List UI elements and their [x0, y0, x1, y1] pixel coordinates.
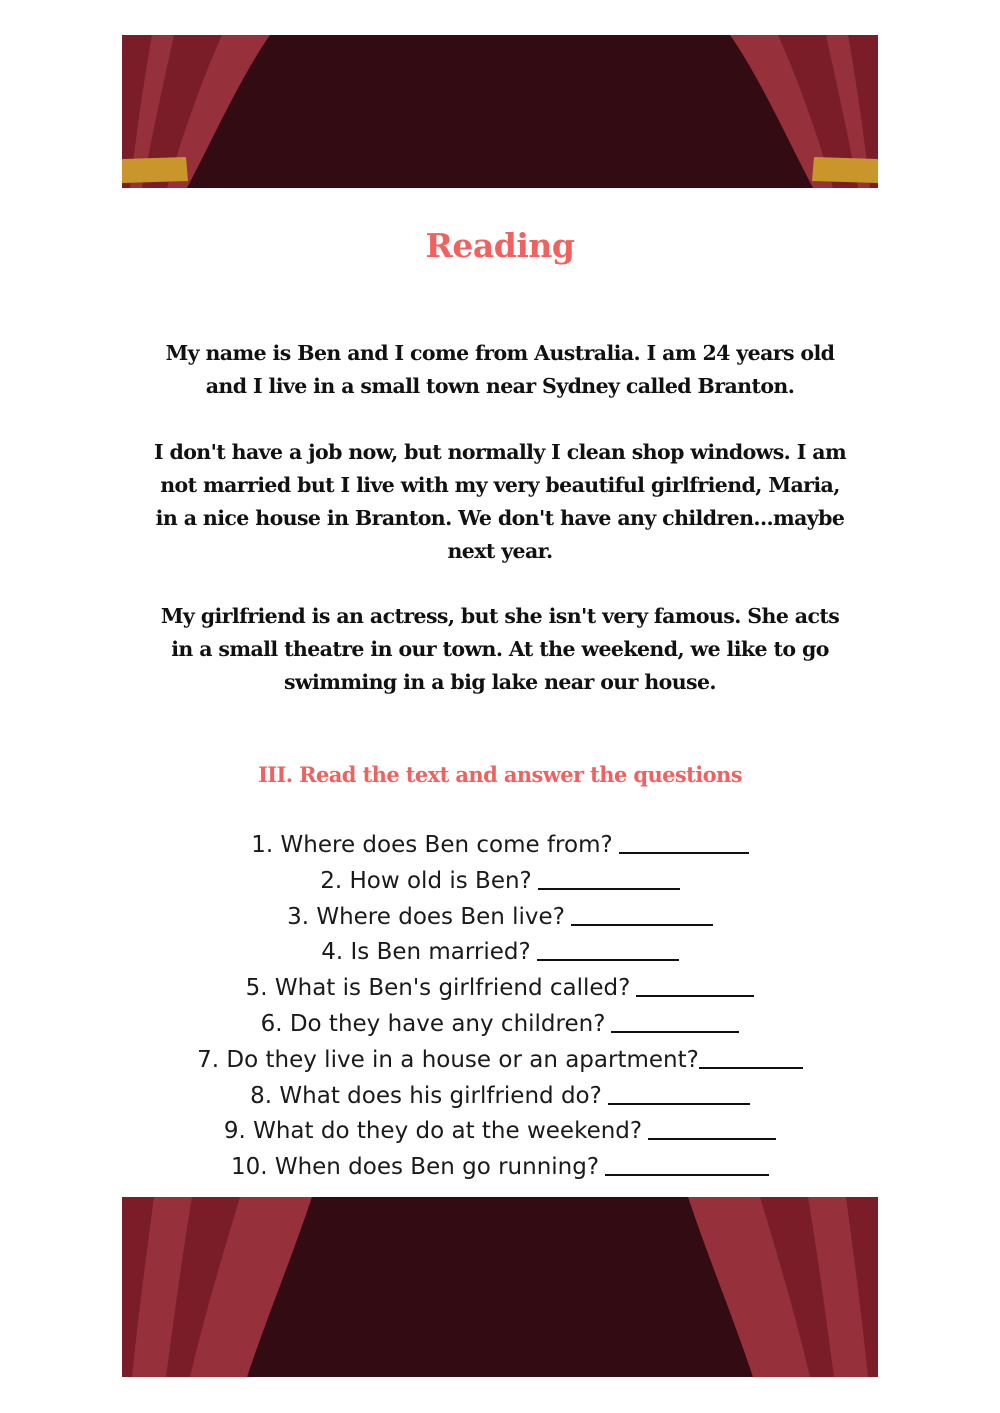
answer-blank[interactable]: [619, 851, 749, 854]
question-text: 6. Do they have any children?: [260, 1010, 606, 1037]
question-item: [0, 900, 1000, 936]
question-item: [0, 1150, 1000, 1186]
top-curtain-banner: [122, 35, 878, 188]
question-item: [0, 864, 1000, 900]
question-text: 9. What do they do at the weekend?: [223, 1118, 643, 1145]
answer-blank[interactable]: [611, 1030, 739, 1033]
question-item: [0, 1114, 1000, 1150]
curtain-illustration-top: [122, 35, 878, 188]
answer-blank[interactable]: [636, 994, 754, 997]
question-item: [0, 971, 1000, 1007]
answer-blank[interactable]: [699, 1066, 803, 1069]
question-item: [0, 1079, 1000, 1115]
question-text: 4. Is Ben married?: [321, 939, 531, 966]
bottom-curtain-banner: [122, 1197, 878, 1377]
question-text: 10. When does Ben go running?: [230, 1154, 600, 1181]
question-item: [0, 828, 1000, 864]
answer-blank[interactable]: [571, 923, 713, 926]
answer-blank[interactable]: [608, 1102, 750, 1105]
curtain-illustration-bottom: [122, 1197, 878, 1377]
passage-paragraph: My girlfriend is an actress, but she isn't very famous. She acts in a small theatre in our town. At the weekend, we like to go swimming in a big lake near our house.: [160, 604, 840, 694]
question-item: [0, 935, 1000, 971]
passage-paragraph: My name is Ben and I come from Australia. I am 24 years old and I live in a small town near Sydney called Branton.: [165, 341, 835, 398]
section-instructions: III. Read the text and answer the questions: [258, 762, 742, 787]
answer-blank[interactable]: [538, 887, 680, 890]
question-text: 3. Where does Ben live?: [287, 903, 565, 930]
answer-blank[interactable]: [605, 1173, 769, 1176]
question-text: 2. How old is Ben?: [320, 867, 532, 894]
passage-paragraph: I don't have a job now, but normally I clean shop windows. I am not married but I live with my very beautiful girlfriend, Maria, in a nice house in Branton. We don't have any children...maybe next year.: [153, 440, 847, 563]
question-text: 5. What is Ben's girlfriend called?: [245, 975, 631, 1002]
question-text: 8. What does his girlfriend do?: [250, 1082, 602, 1109]
question-list: [0, 828, 1000, 1186]
question-text: 1. Where does Ben come from?: [251, 832, 613, 858]
page-title: Reading: [425, 226, 575, 265]
question-text: 7. Do they live in a house or an apartment?: [197, 1046, 699, 1073]
question-item: [0, 1043, 1000, 1079]
question-item: [0, 1007, 1000, 1043]
answer-blank[interactable]: [648, 1137, 776, 1140]
answer-blank[interactable]: [537, 958, 679, 961]
